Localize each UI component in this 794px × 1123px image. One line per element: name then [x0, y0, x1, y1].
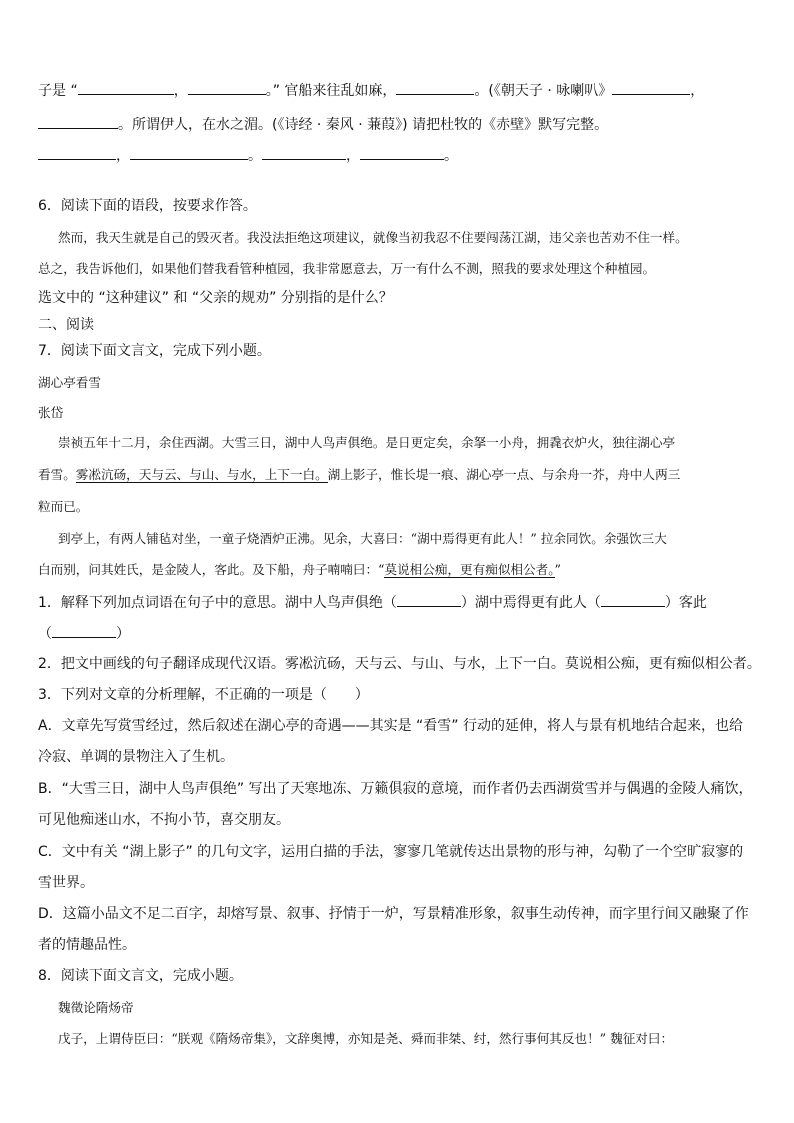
question-prompt: 选文中的 “这种建议” 和 “父亲的规劝” 分别指的是什么？ [38, 290, 393, 306]
sub-question-1 [38, 592, 707, 613]
essay-author: 张岱 [38, 405, 64, 420]
essay-paragraph-1-cont [38, 465, 680, 485]
text: 。” 官船来往乱如麻， [265, 83, 397, 99]
sub-question-1-cont [38, 623, 130, 644]
option-b-cont: 可见他痴迷山水，不拘小节，喜交朋友。 [38, 812, 290, 828]
question-8-title: 8．阅读下面文言文，完成小题。 [38, 968, 243, 984]
sub-question-3: 3．下列对文章的分析理解，不正确的一项是（ ） [38, 687, 369, 703]
underlined-sentence: 莫说相公痴，更有痴似相公者。 [384, 562, 555, 577]
answer-blank[interactable] [188, 80, 266, 95]
sub-question-2: 2．把文中画线的句子翻译成现代汉语。雾凇沆砀，天与云、与山、与水，上下一白。莫说相公痴，更有痴似相公者。 [38, 656, 761, 672]
option-c-cont: 雪世界。 [38, 875, 94, 891]
answer-blank[interactable] [360, 145, 444, 160]
answer-blank[interactable] [38, 114, 118, 129]
answer-blank[interactable] [397, 592, 461, 607]
answer-blank[interactable] [78, 80, 174, 95]
answer-blank[interactable] [130, 145, 248, 160]
answer-blank[interactable] [262, 145, 346, 160]
fill-line-3 [38, 145, 458, 166]
passage-paragraph: 然而，我天生就是自己的毁灭者。我没法拒绝这项建议，就像当初我忍不住要闯荡江湖，违父亲也苦劝不住一样。 [58, 230, 688, 245]
essay-paragraph-1: 崇祯五年十二月，余住西湖。大雪三日，湖中人鸟声俱绝。是日更定矣，余拏一小舟，拥毳衣炉火，独往湖心亭 [58, 435, 676, 450]
section-heading: 二、阅读 [38, 317, 94, 333]
essay-paragraph-1-end: 粒而已。 [38, 499, 89, 514]
text: 。(《朝天子 · 咏喇叭》 [474, 83, 613, 99]
text: 。 [248, 148, 262, 164]
answer-blank[interactable] [612, 80, 690, 95]
essay-paragraph-2: 到亭上，有两人铺毡对坐，一童子烧酒炉正沸。见余，大喜曰：“湖中焉得更有此人！” 拉余同饮。余强饮三大 [58, 531, 667, 546]
option-d: D．这篇小品文不足二百字，却熔写景、叙事、抒情于一炉，写景精准形象，叙事生动传神，而字里行间又融聚了作 [38, 906, 749, 922]
text: ” [554, 562, 561, 577]
passage-paragraph: 总之，我告诉他们，如果他们替我看管种植园，我非常愿意去，万一有什么不测，照我的要求处理这个种植园。 [38, 261, 656, 276]
option-b: B．“大雪三日，湖中人鸟声俱绝” 写出了天寒地冻、万籁俱寂的意境，而作者仍去西湖赏雪并与偶遇的金陵人痛饮， [38, 781, 753, 797]
question-6-title: 6．阅读下面的语段，按要求作答。 [38, 198, 257, 214]
answer-blank[interactable] [38, 145, 116, 160]
answer-blank[interactable] [52, 623, 116, 638]
essay-title: 湖心亭看雪 [38, 375, 101, 390]
text: 1．解释下列加点词语在句子中的意思。湖中人鸟声俱绝（ [38, 595, 397, 611]
essay-title: 魏徵论隋炀帝 [58, 1000, 134, 1015]
answer-blank[interactable] [601, 592, 665, 607]
answer-blank[interactable] [396, 80, 474, 95]
option-a-cont: 冷寂、单调的景物注入了生机。 [38, 749, 234, 765]
text: 子是 “ [38, 83, 78, 99]
text: ）湖中焉得更有此人（ [460, 595, 601, 611]
text: （ [38, 626, 52, 642]
text: ， [116, 148, 130, 164]
essay-paragraph-2-cont [38, 560, 561, 580]
text: 白而别，问其姓氏，是金陵人，客此。及下船，舟子喃喃曰：“ [38, 562, 385, 577]
text: ， [173, 83, 188, 99]
text: ）客此 [664, 595, 707, 611]
underlined-sentence: 雾凇沆砀，天与云、与山、与水，上下一白。 [75, 467, 328, 482]
text: 看雪。 [38, 467, 76, 482]
text: ） [116, 626, 130, 642]
fill-line-1 [38, 80, 704, 101]
question-7-title: 7．阅读下面文言文，完成下列小题。 [38, 343, 271, 359]
option-c: C．文中有关 “湖上影子” 的几句文字，运用白描的手法，寥寥几笔就传达出景物的形与神，勾勒了一个空旷寂寥的 [38, 844, 744, 860]
text: 。所谓伊人，在水之湄。(《诗经 · 秦风 · 蒹葭》) 请把杜牧的《赤壁》默写完整。 [118, 117, 609, 133]
option-d-cont: 者的情趣品性。 [38, 937, 136, 953]
text: ， [690, 83, 705, 99]
fill-line-2 [38, 114, 608, 135]
text: 。 [444, 148, 458, 164]
essay-paragraph-1: 戊子，上谓侍臣曰：“朕观《隋炀帝集》，文辞奥博，亦知是尧、舜而非桀、纣，然行事何其反也！” 魏征对曰： [58, 1031, 674, 1046]
text: ， [346, 148, 360, 164]
text: 湖上影子，惟长堤一痕、湖心亭一点、与余舟一芥，舟中人两三 [327, 467, 681, 482]
option-a: A．文章先写赏雪经过，然后叙述在湖心亭的奇遇——其实是 “看雪” 行动的延伸，将人与景有机地结合起来，也给 [38, 718, 743, 734]
